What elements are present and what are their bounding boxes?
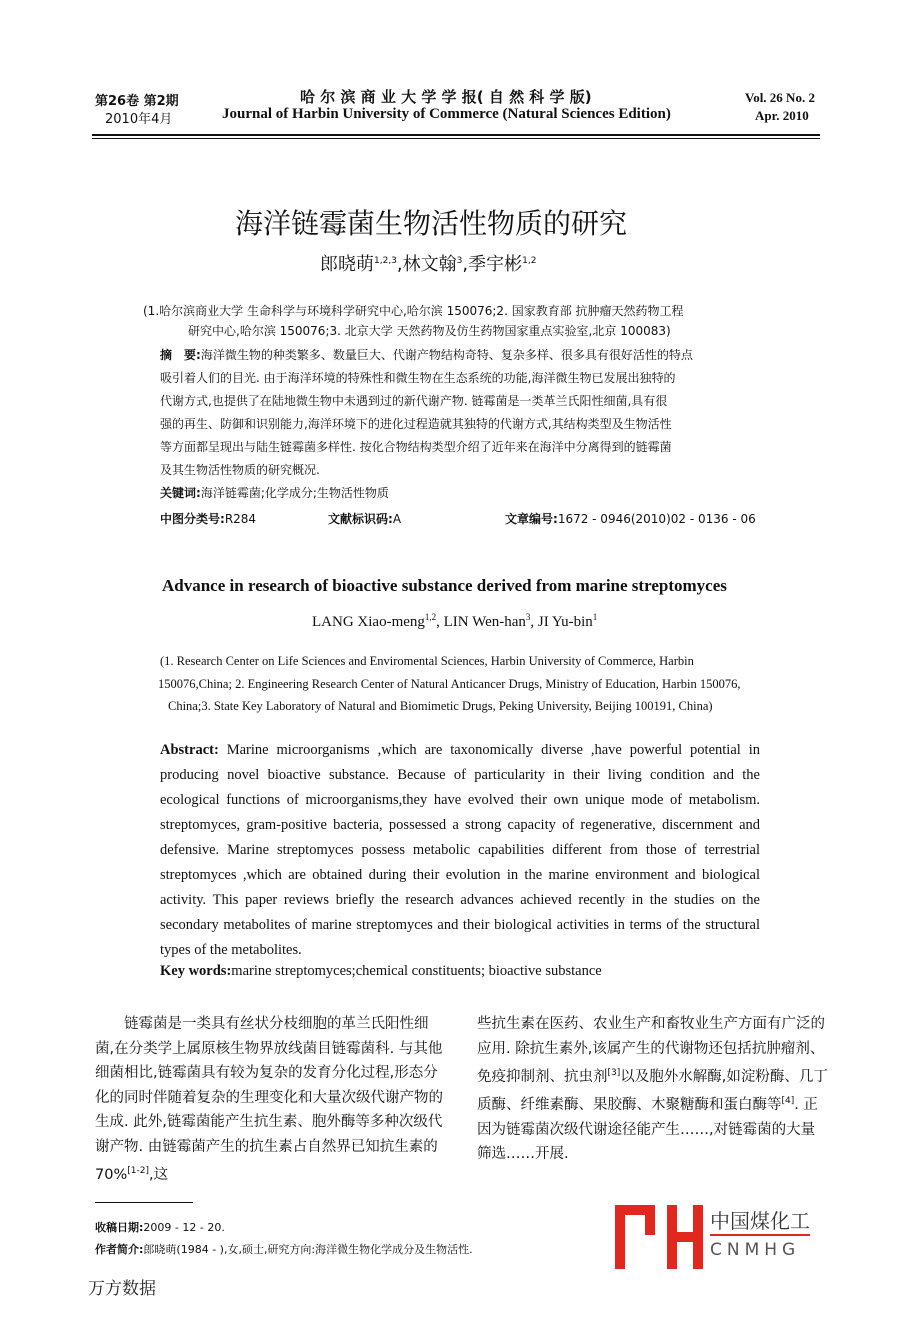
journal-title-cn: 哈 尔 滨 商 业 大 学 学 报( 自 然 科 学 版): [300, 88, 592, 106]
watermark-name: 中国煤化工: [710, 1205, 810, 1236]
watermark-logo: [615, 1205, 705, 1269]
document-code: 文献标识码:A: [328, 512, 402, 526]
body-column-right: 些抗生素在医药、农业生产和畜牧业生产方面有广泛的应用. 除抗生素外,该属产生的代谢物还包括抗肿瘤剂、免疫抑制剂、抗虫剂[3]以及胞外水解酶,如淀粉酶、几丁质酶、纤维素酶、果胶酶、木聚糖酶和蛋白酶等[4]. 正因为链霉菌次级代谢途径能产生……,对链霉菌的大量筛选……开展.: [477, 1016, 828, 1163]
abstract-en: Abstract: Marine microorganisms ,which are taxonomically diverse ,have powerful potential in producing novel bioactive substance. Because of particularity in their living condition and the ecological functions of microorganisms,they have evolved their own unique mode of metabolism. streptomyces, gram-positive bacteria, possessed a strong capacity of regenerative, discernment and defensive. Marine streptomyces possess metabolic capabilities different from those of terrestrial streptomyces ,which are obtained during their evolution in the marine environment and biological activity. This paper reviews briefly the research advances achieved recently in the studies on the secondary metabolites of marine streptomyces and their biological activities in terms of the structural types of the metabolites.: [160, 742, 760, 958]
volume-en: Vol. 26 No. 2: [745, 90, 815, 105]
author-bio: 作者简介:郎晓萌(1984 - ),女,硕士,研究方向:海洋微生物化学成分及生物活性.: [95, 1243, 473, 1256]
affiliation-cn-1: (1.哈尔滨商业大学 生命科学与环境科学研究中心,哈尔滨 150076;2. 国家教育部 抗肿瘤天然药物工程: [143, 304, 684, 318]
authors-cn: 郎晓萌$^{1,2,3}$,林文翰$^3$,季宇彬$^{1,2}$: [320, 254, 537, 275]
source-label: 万方数据: [88, 1279, 156, 1299]
affiliation-en: (1. Research Center on Life Sciences and Enviromental Sciences, Harbin University of Commerce, Harbin 150076,China; 2. Engineering Research Center of Natural Anticancer Drugs, Ministry of Education, Harbin 150076, China;3. State Key Laboratory of Natural and Biomimetic Drugs, Peking University, Beijing 100191, China): [158, 654, 741, 713]
body-column-left: 链霉菌是一类具有丝状分枝细胞的革兰氏阳性细菌,在分类学上属原核生物界放线菌目链霉菌科. 与其他细菌相比,链霉菌具有较为复杂的发育分化过程,形态分化的同时伴随着复杂的生理变化和大量次级代谢产物的生成. 此外,链霉菌能产生抗生素、胞外酶等多种次级代谢产物. 由链霉菌产生的抗生素占自然界已知抗生素的 70%[1-2],这: [95, 1016, 443, 1183]
title-en: Advance in research of bioactive substance derived from marine streptomyces: [162, 576, 727, 595]
watermark: [615, 1205, 825, 1269]
volume-cn: 第26卷 第2期: [95, 94, 179, 109]
received-date: 收稿日期:2009 - 12 - 20.: [95, 1221, 225, 1234]
authors-en: LANG Xiao-meng$^{1,2}$, LIN Wen-han$^3$, JI Yu-bin$^1$: [312, 612, 598, 630]
journal-title-en: Journal of Harbin University of Commerce (Natural Sciences Edition): [222, 106, 671, 122]
affiliation-cn-2: 研究中心,哈尔滨 150076;3. 北京大学 天然药物及仿生药物国家重点实验室,北京 100083): [188, 324, 671, 338]
abstract-cn: 摘 要:海洋微生物的种类繁多、数量巨大、代谢产物结构奇特、复杂多样、很多具有很好活性的特点 吸引着人们的目光. 由于海洋环境的特殊性和微生物在生态系统的功能,海洋微生物已发展出独特的 代谢方式,也提供了在陆地微生物中未遇到过的新代谢产物. 链霉菌是一类革兰氏阳性细菌,具有很 强的再生、防御和识别能力,海洋环境下的进化过程造就其独特的代谢方式,其结构类型及生物活性 等方面都呈现出与陆生链霉菌多样性. 按化合物结构类型介绍了近年来在海洋中分离得到的链霉菌 及其生物活性物质的研究概况. 关键词:海洋链霉菌;化学成分;生物活性物质: [160, 344, 693, 505]
footnote-rule: [95, 1202, 193, 1203]
article-number: 文章编号:1672 - 0946(2010)02 - 0136 - 06: [505, 512, 756, 526]
keywords-cn: 关键词:海洋链霉菌;化学成分;生物活性物质: [160, 486, 389, 500]
keywords-en: Key words:marine streptomyces;chemical constituents; bioactive substance: [160, 963, 602, 979]
clc-number: 中图分类号:R284: [160, 512, 257, 526]
date-en: Apr. 2010: [755, 108, 809, 123]
header-rule: [92, 134, 820, 139]
watermark-code: CNMHG: [710, 1240, 801, 1260]
date-cn: 2010年4月: [105, 112, 173, 127]
title-cn: 海洋链霉菌生物活性物质的研究: [235, 207, 628, 240]
